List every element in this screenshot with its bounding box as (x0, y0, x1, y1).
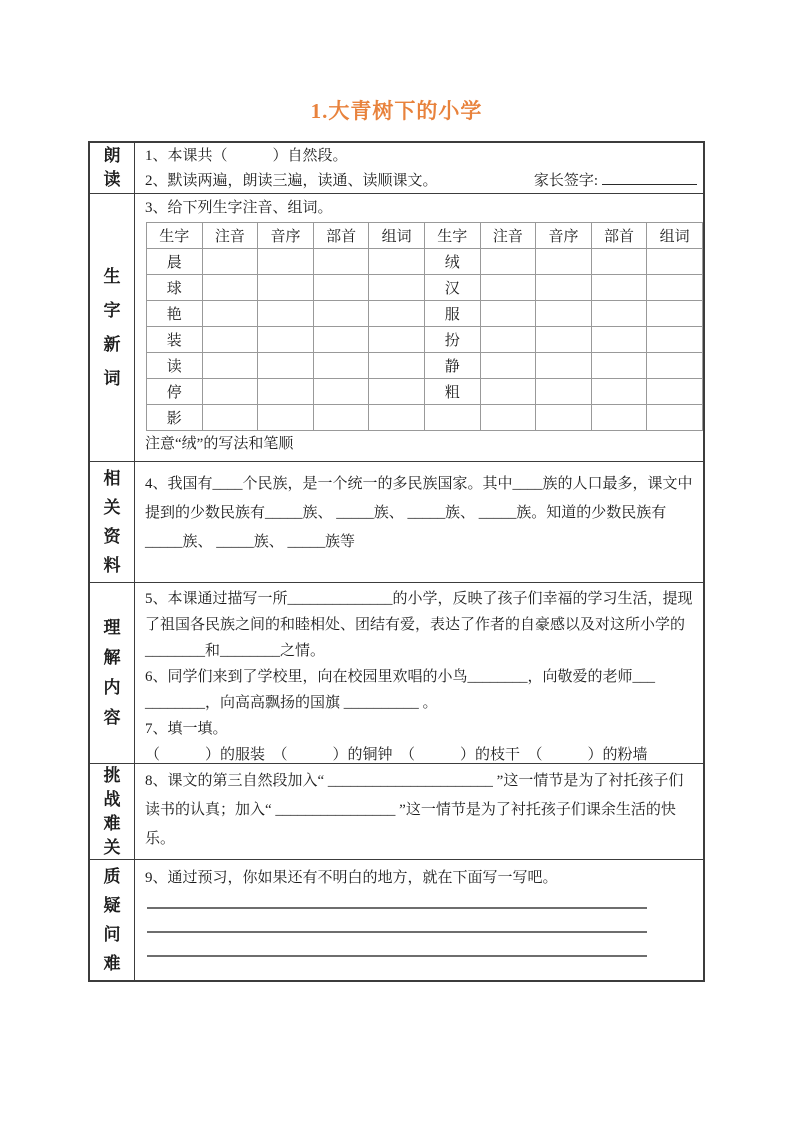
char-table-blank-cell[interactable] (591, 327, 647, 353)
section-reading-label: 朗读 (103, 146, 121, 189)
char-table-given-char: 读 (147, 353, 203, 379)
char-table-blank-cell[interactable] (536, 249, 592, 275)
char-table-header-cell: 部首 (591, 223, 647, 249)
char-table-prompt: 3、给下列生字注音、组词。 (145, 200, 333, 216)
char-table-blank-cell[interactable] (536, 327, 592, 353)
char-table-header-cell: 生字 (424, 223, 480, 249)
section-comprehension (90, 583, 703, 764)
char-table-given-char: 晨 (147, 249, 203, 275)
worksheet-table (88, 141, 705, 982)
char-table-given-char: 装 (147, 327, 203, 353)
reading-item-2-row (145, 169, 697, 194)
char-table-blank-cell[interactable] (202, 301, 258, 327)
char-table-row (147, 249, 703, 275)
char-table-blank-cell[interactable] (369, 405, 425, 431)
char-table-blank-cell[interactable] (313, 301, 369, 327)
char-table-blank-cell[interactable] (313, 379, 369, 405)
char-table (146, 222, 703, 431)
char-table-header-cell: 生字 (147, 223, 203, 249)
signature-label: 家长签字: (533, 173, 598, 189)
char-table-blank-cell[interactable] (258, 301, 314, 327)
question-6: 6、同学们来到了学校里，向在校园里欢唱的小鸟________，向敬爱的老师___ ________，向高高飘扬的国旗 __________ 。 (145, 669, 656, 711)
question-9: 9、通过预习，你如果还有不明白的地方，就在下面写一写吧。 (145, 870, 558, 886)
char-table-blank-cell[interactable] (647, 379, 703, 405)
char-table-blank-cell[interactable] (202, 405, 258, 431)
char-table-blank-cell[interactable] (369, 379, 425, 405)
char-table-given-char: 球 (147, 275, 203, 301)
char-table-given-char: 停 (147, 379, 203, 405)
reading-item-2: 2、默读两遍，朗读三遍，读通、读顺课文。 (145, 173, 438, 189)
char-table-blank-cell[interactable] (480, 301, 536, 327)
section-challenge (90, 764, 703, 860)
section-materials (90, 462, 703, 583)
char-table-note: 注意“绒”的写法和笔顺 (145, 436, 294, 452)
char-table-given-char: 影 (147, 405, 203, 431)
signature-area (534, 169, 697, 194)
char-table-blank-cell[interactable] (313, 275, 369, 301)
char-table-given-char: 汉 (424, 275, 480, 301)
section-comprehension-label-cell (90, 583, 135, 763)
char-table-blank-cell[interactable] (424, 405, 480, 431)
char-table-blank-cell[interactable] (202, 379, 258, 405)
char-table-blank-cell[interactable] (536, 379, 592, 405)
char-table-blank-cell[interactable] (647, 301, 703, 327)
signature-blank[interactable] (602, 169, 697, 185)
char-table-blank-cell[interactable] (202, 275, 258, 301)
section-questions-label-cell (90, 860, 135, 980)
char-table-blank-cell[interactable] (258, 327, 314, 353)
char-table-header-cell: 音序 (536, 223, 592, 249)
char-table-blank-cell[interactable] (202, 327, 258, 353)
char-table-blank-cell[interactable] (591, 379, 647, 405)
char-table-blank-cell[interactable] (480, 327, 536, 353)
char-table-given-char: 静 (424, 353, 480, 379)
char-table-header-cell: 部首 (313, 223, 369, 249)
char-table-blank-cell[interactable] (480, 405, 536, 431)
char-table-given-char: 艳 (147, 301, 203, 327)
question-7-fill: （ ）的服装 （ ）的铜钟 （ ）的枝干 （ ）的粉墙 (145, 747, 648, 763)
char-table-blank-cell[interactable] (591, 275, 647, 301)
section-comprehension-content (135, 583, 703, 763)
char-table-row (147, 327, 703, 353)
answer-line[interactable] (147, 955, 647, 957)
char-table-blank-cell[interactable] (480, 275, 536, 301)
section-materials-content (135, 462, 703, 582)
char-table-header-cell: 注音 (480, 223, 536, 249)
question-8: 8、课文的第三自然段加入“ ______________________ ”这一情节是为了衬托孩子们读书的认真；加入“ ________________ ”这一情节是为了衬托孩子们课余生活的快乐。 (145, 773, 684, 847)
char-table-row (147, 301, 703, 327)
char-table-blank-cell[interactable] (647, 353, 703, 379)
char-table-blank-cell[interactable] (313, 249, 369, 275)
section-new-words-content (135, 194, 703, 461)
char-table-blank-cell[interactable] (202, 353, 258, 379)
question-4: 4、我国有____个民族，是一个统一的多民族国家。其中____族的人口最多，课文中提到的少数民族有_____族、 _____族、 _____族、 _____族。知道的少数民族有_____族、 _____族、 _____族等 (145, 476, 693, 550)
section-new-words-label-cell (90, 194, 135, 461)
char-table-blank-cell[interactable] (536, 405, 592, 431)
char-table-blank-cell[interactable] (647, 249, 703, 275)
char-table-given-char: 绒 (424, 249, 480, 275)
char-table-blank-cell[interactable] (369, 275, 425, 301)
char-table-given-char: 扮 (424, 327, 480, 353)
char-table-given-char: 粗 (424, 379, 480, 405)
char-table-blank-cell[interactable] (313, 405, 369, 431)
char-table-blank-cell[interactable] (480, 379, 536, 405)
section-new-words-label: 生字新词 (103, 266, 121, 388)
section-challenge-content (135, 764, 703, 859)
question-7: 7、填一填。 (145, 721, 228, 737)
char-table-blank-cell[interactable] (480, 353, 536, 379)
page-title: 1.大青树下的小学 (310, 99, 483, 123)
char-table-blank-cell[interactable] (369, 249, 425, 275)
char-table-blank-cell[interactable] (647, 405, 703, 431)
char-table-blank-cell[interactable] (369, 301, 425, 327)
char-table-blank-cell[interactable] (647, 275, 703, 301)
char-table-blank-cell[interactable] (258, 249, 314, 275)
answer-line[interactable] (147, 907, 647, 909)
char-table-header-row (147, 223, 703, 249)
char-table-row (147, 353, 703, 379)
char-table-blank-cell[interactable] (369, 327, 425, 353)
char-table-blank-cell[interactable] (536, 275, 592, 301)
section-questions-label: 质疑问难 (103, 867, 121, 973)
section-comprehension-label: 理解内容 (103, 618, 121, 727)
section-challenge-label-cell (90, 764, 135, 859)
section-new-words (90, 194, 703, 462)
section-reading-content (135, 143, 703, 193)
section-reading (90, 143, 703, 194)
char-table-blank-cell[interactable] (258, 353, 314, 379)
char-table-blank-cell[interactable] (591, 405, 647, 431)
char-table-blank-cell[interactable] (536, 301, 592, 327)
char-table-blank-cell[interactable] (480, 249, 536, 275)
char-table-blank-cell[interactable] (258, 275, 314, 301)
char-table-blank-cell[interactable] (647, 327, 703, 353)
char-table-blank-cell[interactable] (591, 249, 647, 275)
char-table-blank-cell[interactable] (536, 353, 592, 379)
char-table-blank-cell[interactable] (313, 353, 369, 379)
char-table-blank-cell[interactable] (258, 379, 314, 405)
question-5: 5、本课通过描写一所______________的小学，反映了孩子们幸福的学习生活，提现了祖国各民族之间的和睦相处、团结有爱，表达了作者的自豪感以及对这所小学的________和________之情。 (145, 591, 693, 659)
section-challenge-label: 挑战难关 (103, 765, 121, 857)
char-table-blank-cell[interactable] (313, 327, 369, 353)
char-table-blank-cell[interactable] (202, 249, 258, 275)
char-table-header-cell: 组词 (369, 223, 425, 249)
char-table-header-cell: 组词 (647, 223, 703, 249)
char-table-header-cell: 注音 (202, 223, 258, 249)
char-table-blank-cell[interactable] (258, 405, 314, 431)
char-table-row (147, 275, 703, 301)
section-questions (90, 860, 703, 980)
char-table-row (147, 405, 703, 431)
section-materials-label-cell (90, 462, 135, 582)
char-table-given-char: 服 (424, 301, 480, 327)
char-table-blank-cell[interactable] (591, 301, 647, 327)
section-questions-content (135, 860, 703, 980)
char-table-blank-cell[interactable] (591, 353, 647, 379)
char-table-row (147, 379, 703, 405)
section-reading-label-cell (90, 143, 135, 193)
reading-item-1: 1、本课共（ ）自然段。 (145, 148, 348, 164)
char-table-header-cell: 音序 (258, 223, 314, 249)
char-table-blank-cell[interactable] (369, 353, 425, 379)
answer-line[interactable] (147, 931, 647, 933)
section-materials-label: 相关资料 (103, 469, 121, 575)
